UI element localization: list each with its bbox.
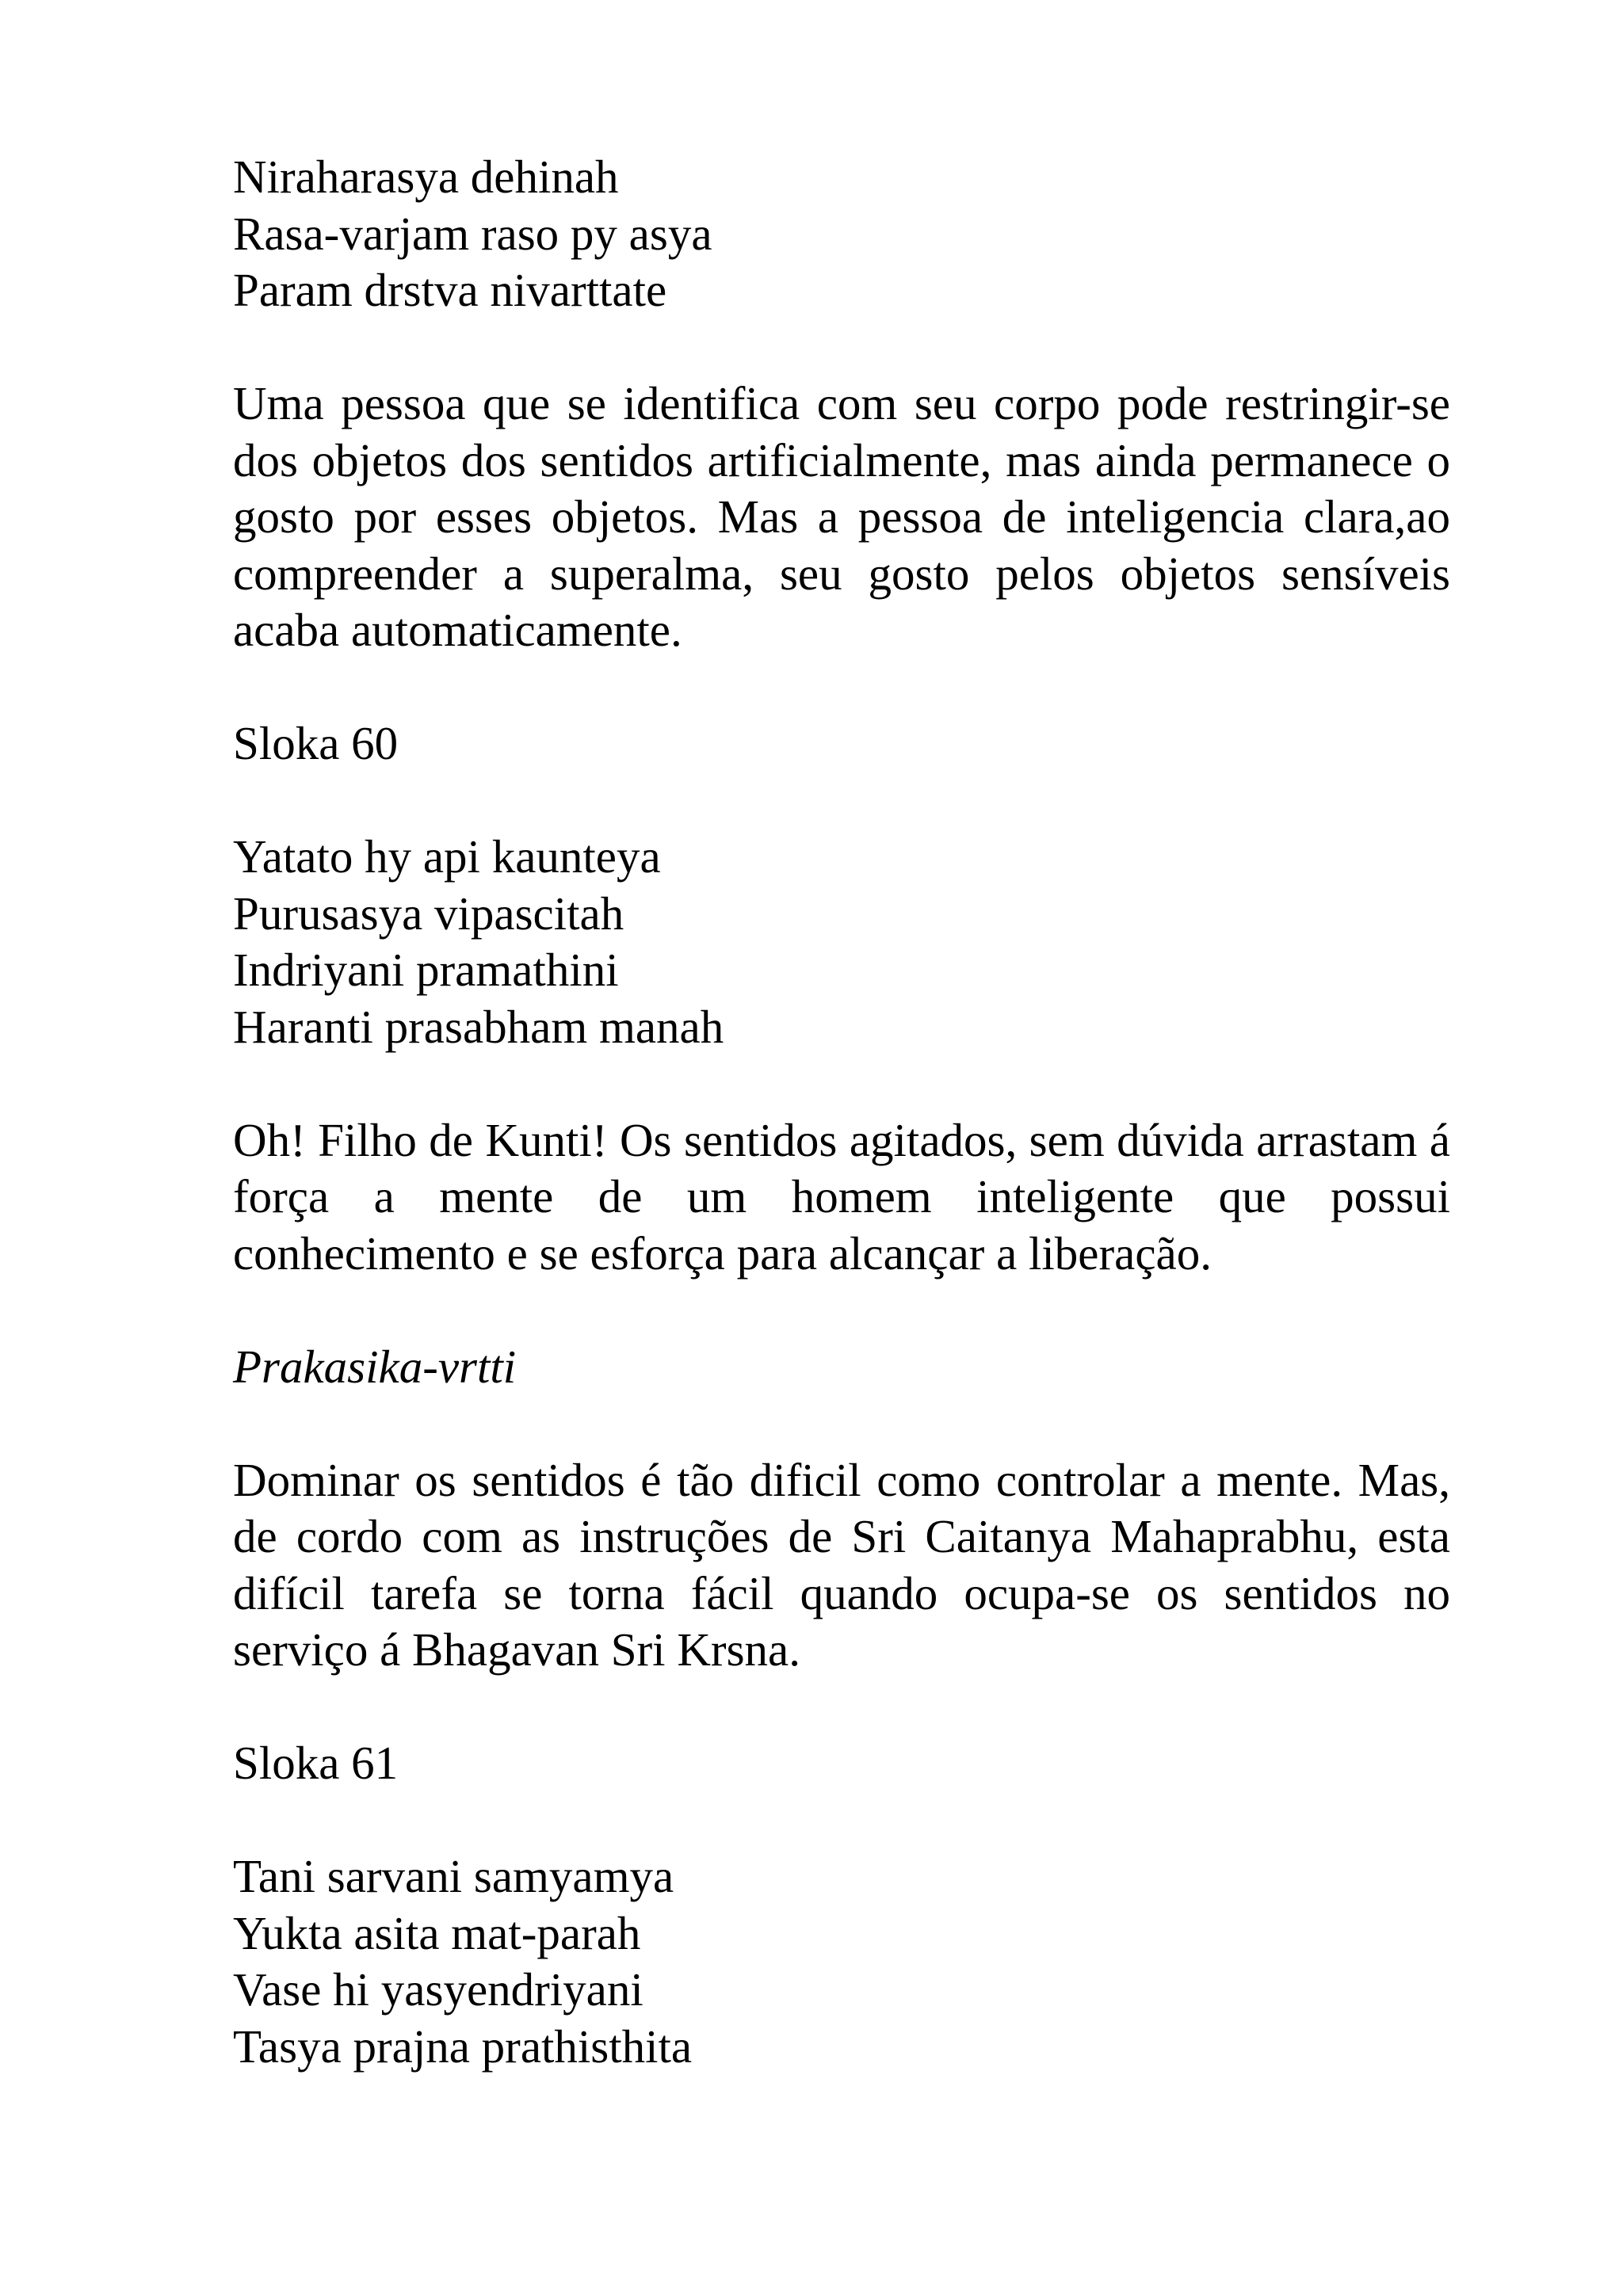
spacer — [233, 1055, 1450, 1112]
verse-line: Tani sarvani samyamya — [233, 1850, 674, 1902]
verse-line: Purusasya vipascitah — [233, 887, 624, 940]
spacer — [233, 319, 1450, 376]
spacer — [233, 772, 1450, 830]
verse-line: Tasya prajna prathisthita — [233, 2019, 693, 2073]
verse-line: Yatato hy api kaunteya — [233, 830, 661, 883]
spacer — [233, 1282, 1450, 1339]
verse-61 — [233, 1848, 1450, 2075]
verse-line: Yukta asita mat-parah — [233, 1906, 641, 1959]
verse-line: Rasa-varjam raso py asya — [233, 207, 712, 260]
verse-line: Vase hi yasyendriyani — [233, 1963, 643, 2016]
verse-line: Indriyani pramathini — [233, 944, 619, 996]
commentary-paragraph-60: Dominar os sentidos é tão dificil como controlar a mente. Mas, de cordo com as instruções de Sri Caitanya Mahaprabhu, esta difícil tarefa se torna fácil quando ocupa-se os sentidos no serviço á Bhagavan Sri Krsna. — [233, 1453, 1450, 1676]
verse-line: Haranti prasabham manah — [233, 1000, 724, 1053]
page-content — [233, 149, 1450, 2075]
sloka-60-heading: Sloka 60 — [233, 717, 399, 769]
verse-59-tail — [233, 149, 1450, 319]
spacer — [233, 1679, 1450, 1736]
sloka-61-heading: Sloka 61 — [233, 1737, 399, 1789]
spacer — [233, 659, 1450, 716]
translation-paragraph-59: Uma pessoa que se identifica com seu corpo pode restringir-se dos objetos dos sentidos artificialmente, mas ainda permanece o gosto por esses objetos. Mas a pessoa de inteligencia clara,ao compreender a superalma, seu gosto pelos objetos sensíveis acaba automaticamente. — [233, 377, 1450, 656]
verse-60 — [233, 829, 1450, 1055]
spacer — [233, 1792, 1450, 1849]
spacer — [233, 1395, 1450, 1452]
verse-line: Param drstva nivarttate — [233, 264, 667, 316]
translation-paragraph-60: Oh! Filho de Kunti! Os sentidos agitados, sem dúvida arrastam á força a mente de um homem inteligente que possui conhecimento e se esforça para alcançar a liberação. — [233, 1113, 1450, 1280]
commentary-heading: Prakasika-vrtti — [233, 1340, 517, 1393]
verse-line: Niraharasya dehinah — [233, 151, 619, 203]
